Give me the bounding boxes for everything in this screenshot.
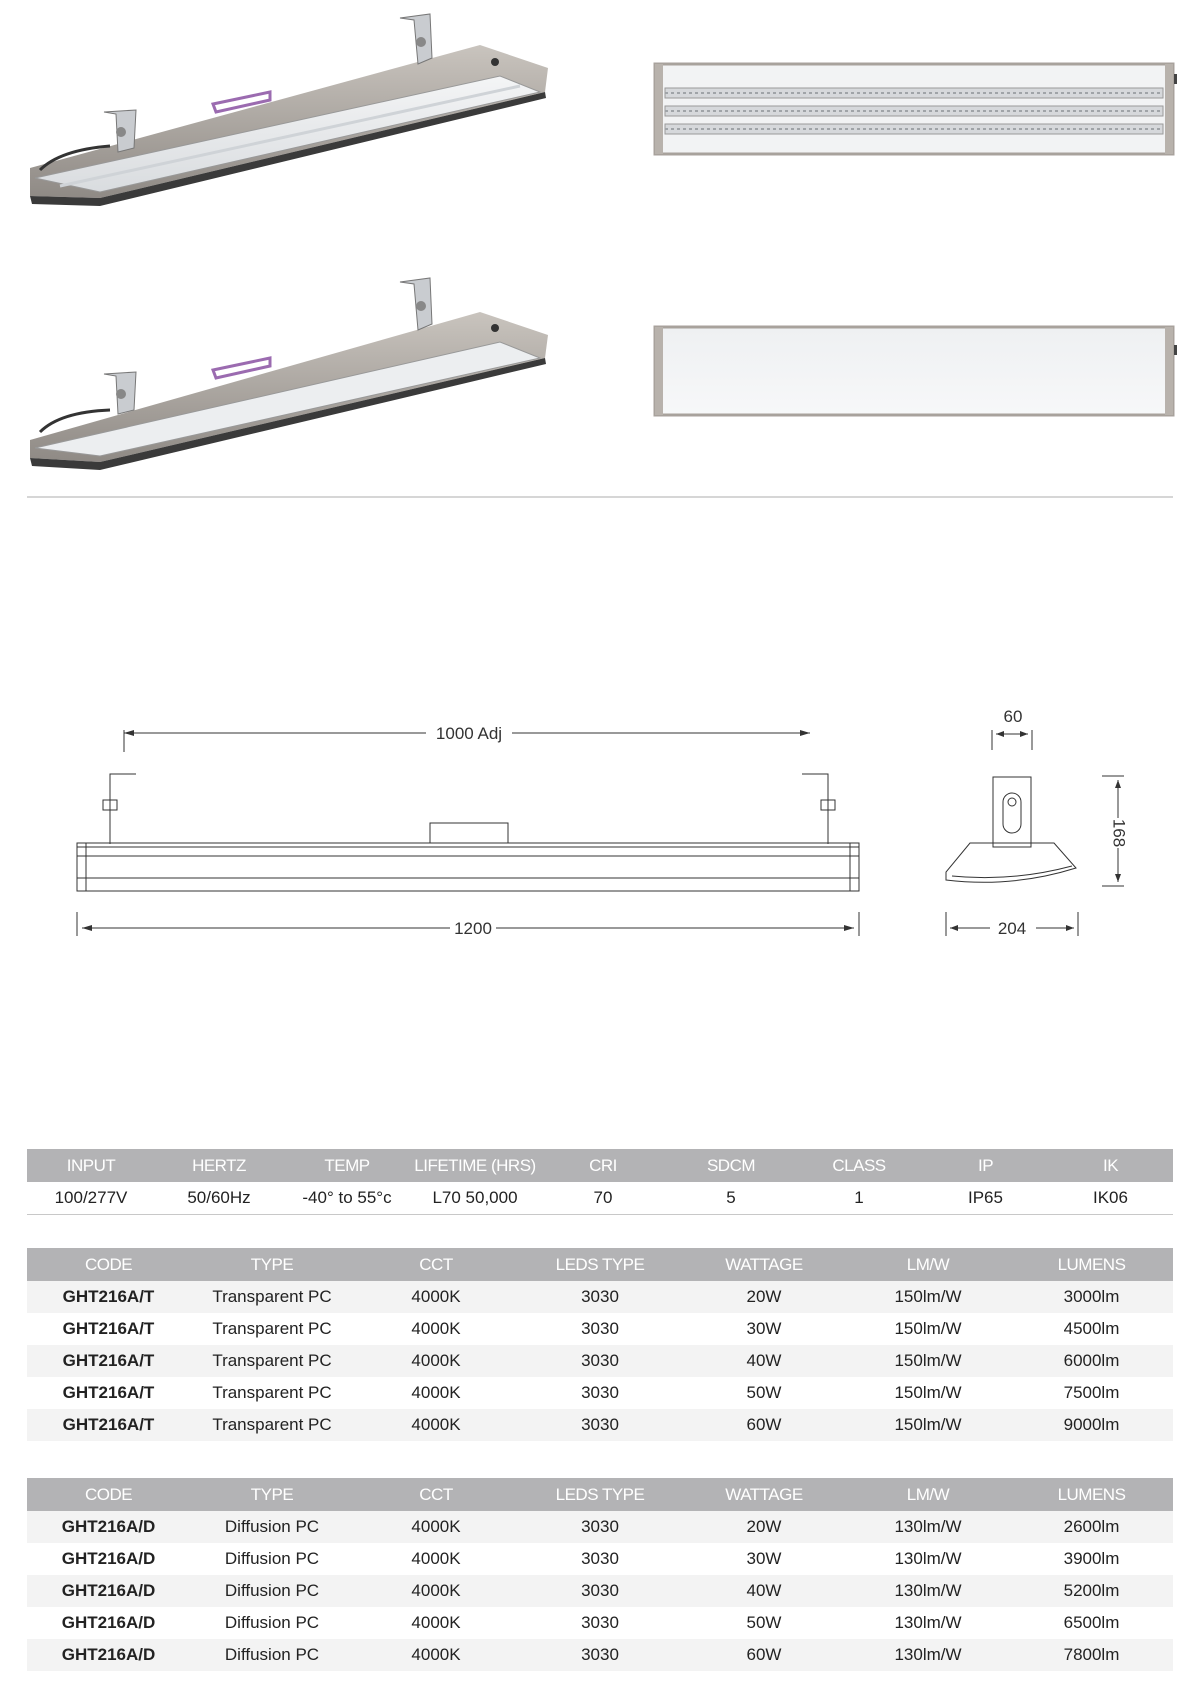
cell-lumens: 4500lm xyxy=(1010,1313,1173,1345)
spec-header-cell: TEMP xyxy=(283,1149,411,1182)
product-images xyxy=(0,0,1200,500)
cell-cct: 4000K xyxy=(354,1639,518,1671)
spec-header-cell: HERTZ xyxy=(155,1149,283,1182)
cell-code: GHT216A/D xyxy=(27,1511,190,1543)
cell-code: GHT216A/T xyxy=(27,1345,190,1377)
spec-value-cell: L70 50,000 xyxy=(411,1182,539,1215)
cell-lmw: 130lm/W xyxy=(846,1607,1010,1639)
cell-wattage: 30W xyxy=(682,1313,846,1345)
header-cct: CCT xyxy=(354,1248,518,1281)
cell-wattage: 40W xyxy=(682,1575,846,1607)
cell-type: Diffusion PC xyxy=(190,1575,354,1607)
cell-cct: 4000K xyxy=(354,1345,518,1377)
dim-adj-label: 1000 Adj xyxy=(435,724,503,743)
dim-width-label: 204 xyxy=(997,919,1027,938)
cell-wattage: 50W xyxy=(682,1377,846,1409)
header-leds-type: LEDS TYPE xyxy=(518,1478,682,1511)
table-row xyxy=(27,1639,1173,1671)
cell-lmw: 130lm/W xyxy=(846,1511,1010,1543)
spec-header-cell: SDCM xyxy=(667,1149,795,1182)
cell-leds-type: 3030 xyxy=(518,1607,682,1639)
spec-value-cell: 70 xyxy=(539,1182,667,1215)
header-type: TYPE xyxy=(190,1248,354,1281)
cell-cct: 4000K xyxy=(354,1313,518,1345)
spec-table xyxy=(27,1149,1173,1215)
header-code: CODE xyxy=(27,1248,190,1281)
cell-wattage: 50W xyxy=(682,1607,846,1639)
cell-cct: 4000K xyxy=(354,1543,518,1575)
cell-type: Transparent PC xyxy=(190,1313,354,1345)
header-lumens: LUMENS xyxy=(1010,1248,1173,1281)
spec-value-cell: 50/60Hz xyxy=(155,1182,283,1215)
table-row xyxy=(27,1511,1173,1543)
cell-code: GHT216A/T xyxy=(27,1313,190,1345)
header-code: CODE xyxy=(27,1478,190,1511)
spec-header-cell: INPUT xyxy=(27,1149,155,1182)
cell-code: GHT216A/T xyxy=(27,1377,190,1409)
cell-leds-type: 3030 xyxy=(518,1281,682,1313)
cell-lumens: 9000lm xyxy=(1010,1409,1173,1441)
cell-lmw: 150lm/W xyxy=(846,1345,1010,1377)
header-wattage: WATTAGE xyxy=(682,1248,846,1281)
spec-value-cell: 1 xyxy=(795,1182,923,1215)
cell-lumens: 6500lm xyxy=(1010,1607,1173,1639)
cell-leds-type: 3030 xyxy=(518,1377,682,1409)
cell-lmw: 150lm/W xyxy=(846,1377,1010,1409)
header-type: TYPE xyxy=(190,1478,354,1511)
cell-lumens: 2600lm xyxy=(1010,1511,1173,1543)
cell-cct: 4000K xyxy=(354,1281,518,1313)
cell-type: Diffusion PC xyxy=(190,1639,354,1671)
cell-wattage: 20W xyxy=(682,1281,846,1313)
cell-lmw: 130lm/W xyxy=(846,1639,1010,1671)
table-row xyxy=(27,1377,1173,1409)
cell-lmw: 130lm/W xyxy=(846,1575,1010,1607)
cell-type: Transparent PC xyxy=(190,1345,354,1377)
cell-leds-type: 3030 xyxy=(518,1575,682,1607)
cell-code: GHT216A/D xyxy=(27,1543,190,1575)
header-cct: CCT xyxy=(354,1478,518,1511)
cell-lmw: 150lm/W xyxy=(846,1281,1010,1313)
dim-height-label: 168 xyxy=(1109,818,1129,848)
table-row xyxy=(27,1345,1173,1377)
cell-lmw: 150lm/W xyxy=(846,1313,1010,1345)
cell-code: GHT216A/T xyxy=(27,1409,190,1441)
cell-leds-type: 3030 xyxy=(518,1313,682,1345)
cell-wattage: 40W xyxy=(682,1345,846,1377)
cell-type: Diffusion PC xyxy=(190,1607,354,1639)
luminaire-bottom-view-transparent xyxy=(655,64,1177,154)
dim-top-width-label: 60 xyxy=(1003,707,1023,726)
header-wattage: WATTAGE xyxy=(682,1478,846,1511)
table-header-row xyxy=(27,1478,1173,1511)
cell-leds-type: 3030 xyxy=(518,1409,682,1441)
cell-lumens: 5200lm xyxy=(1010,1575,1173,1607)
cell-lumens: 7800lm xyxy=(1010,1639,1173,1671)
luminaire-perspective-diffusion xyxy=(30,278,548,470)
cell-wattage: 30W xyxy=(682,1543,846,1575)
spec-header-cell: LIFETIME (HRS) xyxy=(411,1149,539,1182)
dimension-drawing xyxy=(0,690,1200,950)
cell-code: GHT216A/D xyxy=(27,1639,190,1671)
cell-cct: 4000K xyxy=(354,1575,518,1607)
spec-value-cell: IP65 xyxy=(923,1182,1048,1215)
table-row xyxy=(27,1607,1173,1639)
spec-value-cell: -40° to 55°c xyxy=(283,1182,411,1215)
header-lmw: LM/W xyxy=(846,1478,1010,1511)
cell-lumens: 6000lm xyxy=(1010,1345,1173,1377)
dim-length-label: 1200 xyxy=(454,919,492,938)
header-lmw: LM/W xyxy=(846,1248,1010,1281)
spec-header-cell: IK xyxy=(1048,1149,1173,1182)
spec-header-row xyxy=(27,1149,1173,1182)
cell-lmw: 150lm/W xyxy=(846,1409,1010,1441)
table-row xyxy=(27,1575,1173,1607)
cell-cct: 4000K xyxy=(354,1409,518,1441)
cell-cct: 4000K xyxy=(354,1377,518,1409)
cell-cct: 4000K xyxy=(354,1511,518,1543)
luminaire-bottom-view-diffusion xyxy=(655,327,1177,415)
cell-leds-type: 3030 xyxy=(518,1511,682,1543)
cell-lmw: 130lm/W xyxy=(846,1543,1010,1575)
cell-leds-type: 3030 xyxy=(518,1543,682,1575)
cell-wattage: 20W xyxy=(682,1511,846,1543)
spec-header-cell: CRI xyxy=(539,1149,667,1182)
spec-value-row xyxy=(27,1182,1173,1215)
cell-type: Diffusion PC xyxy=(190,1543,354,1575)
cell-lumens: 3900lm xyxy=(1010,1543,1173,1575)
header-lumens: LUMENS xyxy=(1010,1478,1173,1511)
table-header-row xyxy=(27,1248,1173,1281)
cell-leds-type: 3030 xyxy=(518,1345,682,1377)
table-row xyxy=(27,1281,1173,1313)
cell-type: Diffusion PC xyxy=(190,1511,354,1543)
cell-cct: 4000K xyxy=(354,1607,518,1639)
spec-value-cell: 5 xyxy=(667,1182,795,1215)
cell-lumens: 3000lm xyxy=(1010,1281,1173,1313)
spec-header-cell: CLASS xyxy=(795,1149,923,1182)
luminaire-perspective-transparent xyxy=(30,14,548,206)
cell-type: Transparent PC xyxy=(190,1281,354,1313)
cell-wattage: 60W xyxy=(682,1639,846,1671)
cell-type: Transparent PC xyxy=(190,1377,354,1409)
table-row xyxy=(27,1543,1173,1575)
spec-value-cell: IK06 xyxy=(1048,1182,1173,1215)
table-row xyxy=(27,1409,1173,1441)
transparent-pc-table xyxy=(27,1248,1173,1441)
header-leds-type: LEDS TYPE xyxy=(518,1248,682,1281)
spec-header-cell: IP xyxy=(923,1149,1048,1182)
table-row xyxy=(27,1313,1173,1345)
spec-value-cell: 100/277V xyxy=(27,1182,155,1215)
cell-wattage: 60W xyxy=(682,1409,846,1441)
cell-leds-type: 3030 xyxy=(518,1639,682,1671)
cell-code: GHT216A/D xyxy=(27,1607,190,1639)
cell-code: GHT216A/D xyxy=(27,1575,190,1607)
cell-lumens: 7500lm xyxy=(1010,1377,1173,1409)
cell-code: GHT216A/T xyxy=(27,1281,190,1313)
diffusion-pc-table xyxy=(27,1478,1173,1671)
cell-type: Transparent PC xyxy=(190,1409,354,1441)
